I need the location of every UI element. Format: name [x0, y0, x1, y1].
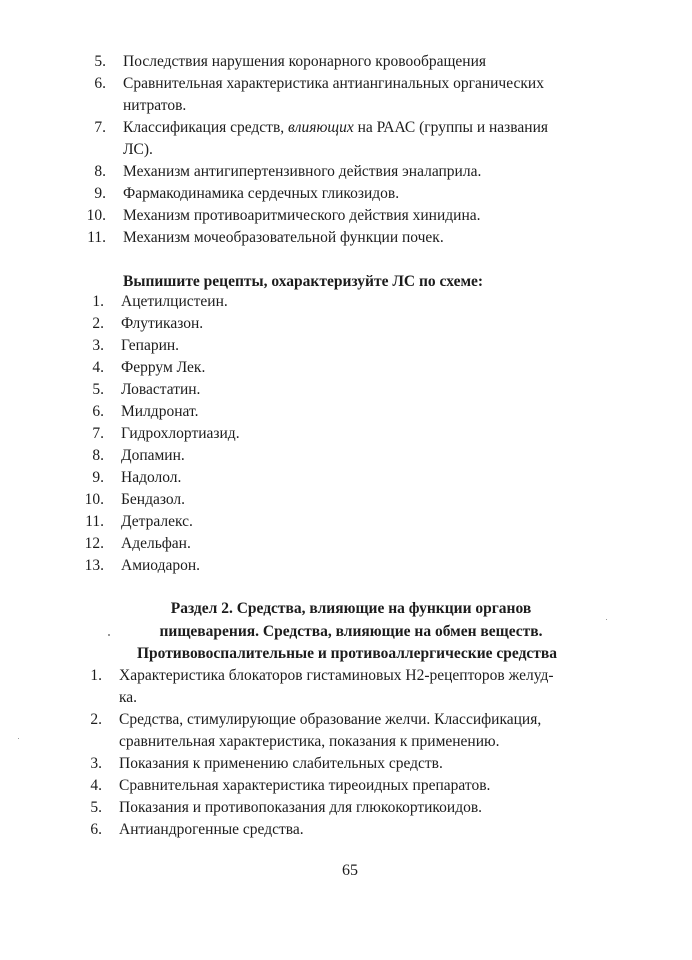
item-text: Сравнительная характеристика антиангинальных органических: [123, 75, 544, 92]
list-item: [0, 489, 240, 511]
item-number: 8.: [92, 447, 104, 464]
item-number: 7.: [92, 425, 104, 442]
item-text: Фармакодинамика сердечных гликозидов.: [123, 185, 400, 202]
item-number: 4.: [90, 777, 102, 794]
item-text: Адельфан.: [121, 535, 191, 552]
item-text: Механизм мочеобразовательной функции почек.: [123, 229, 444, 246]
item-text: Феррум Лек.: [121, 359, 206, 376]
list-item: [0, 183, 548, 205]
item-number: 2.: [90, 711, 102, 728]
list-item: [0, 73, 548, 117]
item-number: 5.: [92, 381, 104, 398]
item-text: Средства, стимулирующие образование желчи. Классификация,: [119, 711, 542, 728]
list-item: [0, 533, 240, 555]
list-item: [0, 401, 240, 423]
item-text: Гепарин.: [121, 337, 180, 354]
section-title: [0, 598, 692, 666]
item-number: 13.: [84, 557, 104, 574]
item-number: 9.: [94, 185, 106, 202]
item-number: 2.: [92, 315, 104, 332]
item-text: Показания и противопоказания для глюкокортикоидов.: [119, 799, 483, 816]
list-item: [0, 313, 240, 335]
item-text-continued: ЛС).: [123, 141, 153, 158]
list-item: [0, 797, 554, 819]
item-text: [123, 117, 548, 139]
list-item: [0, 51, 548, 73]
item-number: 12.: [84, 535, 104, 552]
list-item: [0, 291, 240, 313]
section-title-line: Противовоспалительные и противоаллергические средства: [136, 645, 558, 662]
item-number: 1.: [92, 293, 104, 310]
item-number: 10.: [84, 491, 104, 508]
list-item: [0, 227, 548, 249]
item-text-italic: влияющих: [288, 119, 354, 136]
item-number: 11.: [87, 229, 106, 246]
item-number: 8.: [94, 163, 106, 180]
item-number: 5.: [94, 53, 106, 70]
list-item: [0, 445, 240, 467]
prescriptions-heading: Выпишите рецепты, охарактеризуйте ЛС по схеме:: [123, 273, 484, 290]
list-item: [0, 511, 240, 533]
item-text-part: на РААС (группы и названия: [353, 119, 548, 136]
list-item: [0, 555, 240, 577]
list-item: [0, 665, 554, 709]
item-number: 10.: [86, 207, 106, 224]
list-item: [0, 117, 548, 161]
item-number: 4.: [92, 359, 104, 376]
item-text: Бендазол.: [121, 491, 186, 508]
list-item: [0, 423, 240, 445]
item-text: Амиодарон.: [121, 557, 201, 574]
item-number: 9.: [92, 469, 104, 486]
list-item: [0, 379, 240, 401]
item-number: 5.: [90, 799, 102, 816]
item-number: 6.: [94, 75, 106, 92]
list-item: [0, 753, 554, 775]
prescription-list: [0, 291, 240, 577]
item-number: 3.: [90, 755, 102, 772]
item-text: Механизм противоаритмического действия хинидина.: [123, 207, 481, 224]
scan-speck: [606, 619, 607, 620]
item-text-continued: сравнительная характеристика, показания к применению.: [119, 733, 500, 750]
item-text: Флутиказон.: [121, 315, 204, 332]
question-list-section1: [0, 51, 548, 249]
item-text: Гидрохлортиазид.: [121, 425, 240, 442]
item-text: Антиандрогенные средства.: [119, 821, 304, 838]
item-text: Последствия нарушения коронарного кровообращения: [123, 53, 487, 70]
item-text-continued: ка.: [119, 689, 138, 706]
item-number: 11.: [85, 513, 104, 530]
list-item: [0, 161, 548, 183]
list-item: [0, 357, 240, 379]
item-text: Механизм антигипертензивного действия эналаприла.: [123, 163, 482, 180]
item-text: Сравнительная характеристика тиреоидных препаратов.: [119, 777, 491, 794]
item-number: 3.: [92, 337, 104, 354]
list-item: [0, 819, 554, 841]
section-title-line: Раздел 2. Средства, влияющие на функции органов: [170, 600, 532, 617]
item-text: Ацетилцистеин.: [121, 293, 228, 310]
item-text: Ловастатин.: [121, 381, 201, 398]
item-text: Милдронат.: [121, 403, 199, 420]
item-text-continued: нитратов.: [123, 97, 187, 114]
list-item: [0, 467, 240, 489]
item-number: 7.: [94, 119, 106, 136]
item-text: Детралекс.: [121, 513, 193, 530]
list-item: [0, 709, 554, 753]
scan-speck: [18, 738, 19, 739]
item-number: 6.: [90, 821, 102, 838]
item-number: 1.: [90, 667, 102, 684]
list-item: [0, 205, 548, 227]
section-title-line: пищеварения. Средства, влияющие на обмен веществ.: [159, 622, 543, 640]
question-list-section2: [0, 665, 554, 841]
item-number: 6.: [92, 403, 104, 420]
list-item: [0, 775, 554, 797]
item-text: Надолол.: [121, 469, 182, 486]
item-text: Характеристика блокаторов гистаминовых Н2-рецепторов желуд-: [119, 667, 554, 684]
scan-speck: [108, 634, 110, 636]
page-number: 65: [342, 862, 358, 879]
item-text: Показания к применению слабительных средств.: [119, 755, 443, 772]
item-text-part: Классификация средств,: [123, 119, 289, 136]
list-item: [0, 335, 240, 357]
item-text: Допамин.: [121, 447, 185, 464]
